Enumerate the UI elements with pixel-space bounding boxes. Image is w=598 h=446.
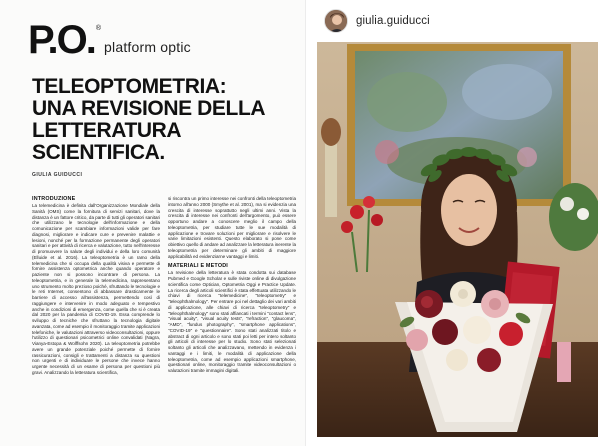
body-paragraph: La revisione della letteratura è stata condotta sui database Pubmed e Google Scholar e sulle riviste online di divulgazione scientifica come Optician, Optometria Oggi e Practice Update. La ricerca degli articoli scientifici è stata effettuata utilizzando le chiavi di ricerca "telemedicine", "teleoptometry" e "teleophthalmology". Per entrare poi nel dettaglio dei vari ambiti di applicazione, alle chiavi di ricerca "teleoptometry" e "teleophthalmology" sono stati affiancati i termini "contact lens", "visual acuity", "visual acuity tests", "refraction", "glaucoma", "AMD", "fundus photography", "smartphone applications", "COVID-19" e "questionnaire". Sono stati analizzati titolo e abstract di ogni articolo e sono stati poi letti per intero soltanto gli articoli di interesse per lo studio. Sono stati selezionati soltanto gli articoli che analizzavano, mettendo in evidenza i vantaggi e i limiti, le modalità di applicazione della teleoptometria, come ad esempio applicazioni smartphone, questionari online, monitoraggio tramite videoconsultazioni o valutazioni tramite immagini digitali. [168, 270, 296, 373]
headline-line-1: TELEOPTOMETRIA: [32, 75, 227, 98]
article-author: GIULIA GUIDUCCI [32, 172, 83, 178]
article-column-right [168, 196, 296, 377]
section-heading-introduzione: INTRODUZIONE [32, 196, 76, 202]
headline-line-3: LETTERATURA SCIENTIFICA. [32, 119, 181, 164]
instagram-post [305, 0, 598, 446]
headline-line-2: UNA REVISIONE DELLA [32, 97, 266, 120]
article-column-left [32, 196, 160, 379]
body-paragraph: si riscontra un primo interesse nei confronti della teleoptometria intorno all'anno 2000 (Smythe et al. 2001), ma si evidenzia una crescita di interesse soprattutto negli ultimi anni. Vista la crescita di interesse nei confronti dell'argomento, può essere opportuno andare a conoscere meglio il campo della teleoptometria, per studiare tutte le sue modalità di applicazione e trovare soluzioni per migliorare e risolvere le varie limitazioni esistenti. Questo elaborato si pone come obiettivo quello di andare ad analizzare la letteratura inerente la teleoptometria per determinare gli ambiti di maggiore applicabilità ed evidenziarne vantaggi e limiti. [168, 196, 296, 259]
logo-registered-mark: ® [95, 25, 102, 32]
profile-avatar-icon [325, 10, 348, 33]
post-header [306, 0, 598, 42]
logo-text: platform optic [104, 39, 191, 55]
article-headline [32, 76, 297, 164]
graduation-photo-icon [317, 42, 598, 437]
avatar[interactable] [324, 9, 348, 33]
body-paragraph: La telemedicina è definita dall'Organizzazione Mondiale della Sanità (OMS) come la fornitura di servizi sanitari, dove la distanza è un fattore critico, da parte di tutti gli operatori sanitari che utilizzano le tecnologie dell'informazione e della comunicazione per scambiare informazioni valide per fare diagnosi, migliorare e indicare cure e prevenire malattie e lesioni, nonché per la formazione permanente degli operatori sanitari e per attività di ricerca e valutazione, tutto nell'interesse di promuovere la salute degli individui e della loro comunità (Elluide et al. 2016). La teleoptometria è un ramo della telemedicina che si occupa della qualità visiva e permette di fornire assistenza optometrica anche quando operatore e paziente non si possono incontrare di persona. La teleoptometria, e in generale la telemedicina, rappresentano uno strumento molto prezioso poiché, sfruttando le tecnologie e le reti Internet, consentono di abbassare drasticamente le barriere di accesso all'assistenza, permettendo così di raggiungere e intervenire in modo adeguato e tempestivo anche in condizioni di emergenza, come quella che si è creata dal 2020 per la pandemia di COVID-19. Essa comprende lo sviluppo di tecniche che sfruttano la tecnologia digitale avanzata, come ad esempio il monitoraggio tramite applicazioni telefoniche, le valutazioni attraverso videoconsultazioni, oppure l'utilizzo di questionari psicometrici online convalidati (Nagra, Vianya-Estopa & Wolffsohn 2020). La teleoptometria potrebbe avere un grande potenziale poiché permette di fornire rassicurazioni, consigli e trattamenti a distanza su questioni non urgenti e di individuare le persone che invece hanno urgente necessità di un esame di persona per questioni più gravi. Analizzando la letteratura scientifica, [32, 203, 160, 375]
post-username[interactable]: giulia.guiducci [356, 15, 430, 27]
post-photo [317, 42, 598, 437]
platform-optic-logo [28, 18, 191, 62]
logo-mark: P.O. [28, 18, 95, 62]
section-heading-materiali-metodi: MATERIALI E METODI [168, 263, 229, 270]
